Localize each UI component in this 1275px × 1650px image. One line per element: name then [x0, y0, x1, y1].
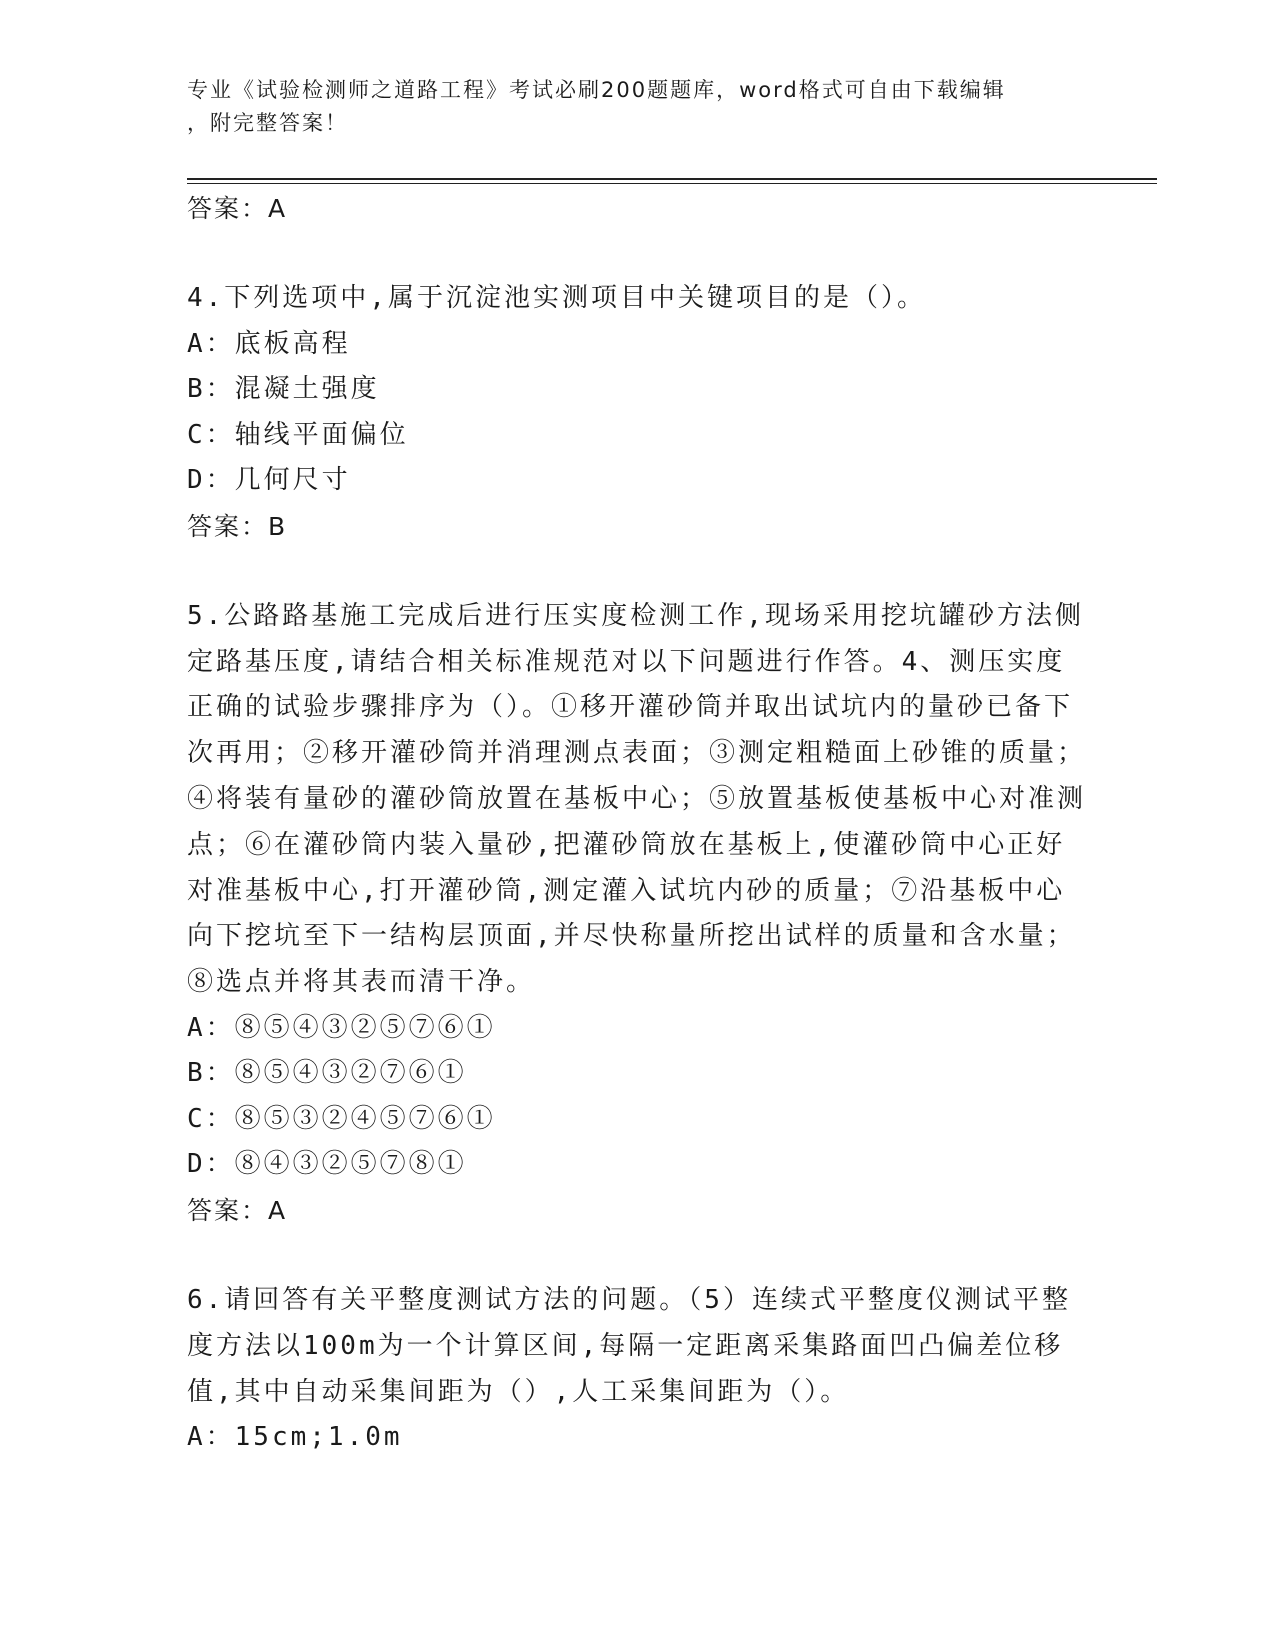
question-block	[187, 594, 1087, 1234]
question-block	[187, 1278, 1087, 1461]
question-text: 6.请回答有关平整度测试方法的问题。（5）连续式平整度仪测试平整度方法以100m为一个计算区间,每隔一定距离采集路面凹凸偏差位移值,其中自动采集间距为（）,人工采集间距为（）。	[187, 1284, 1071, 1407]
answer-line: 答案：A	[187, 194, 288, 223]
question-block	[187, 276, 1087, 550]
option-c: C：轴线平面偏位	[187, 419, 409, 450]
answer-line: 答案：B	[187, 511, 288, 541]
option-a: A：底板高程	[187, 328, 351, 359]
question-list	[187, 186, 1087, 1461]
header-title-line-cont: ，附完整答案！	[187, 111, 348, 135]
option-b: B：⑧⑤④③②⑦⑥①	[187, 1058, 467, 1089]
answer-line: 答案：A	[187, 1195, 288, 1225]
header-divider-thin	[187, 183, 1157, 184]
option-d: D：⑧④③②⑤⑦⑧①	[187, 1149, 467, 1180]
option-c: C：⑧⑤③②④⑤⑦⑥①	[187, 1103, 496, 1134]
question-text: 5.公路路基施工完成后进行压实度检测工作,现场采用挖坑罐砂方法侧定路基压度,请结合相关标准规范对以下问题进行作答。4、测压实度正确的试验步骤排序为（）。①移开灌砂筒并取出试坑内的量砂已备下次再用；②移开灌砂筒并消理测点表面；③测定粗糙面上砂锥的质量；④将装有量砂的灌砂筒放置在基板中心；⑤放置基板使基板中心对准测点；⑥在灌砂筒内装入量砂,把灌砂筒放在基板上,使灌砂筒中心正好对准基板中心,打开灌砂筒,测定灌入试坑内砂的质量；⑦沿基板中心向下挖坑至下一结构层顶面,并尽快称量所挖出试样的质量和含水量；⑧选点并将其表而清干净。	[187, 600, 1087, 998]
document-header	[187, 74, 1087, 140]
question-text: 4.下列选项中,属于沉淀池实测项目中关键项目的是（）。	[187, 283, 926, 313]
header-title-line: 专业《试验检测师之道路工程》考试必刷200题题库，word格式可自由下载编辑	[187, 78, 1006, 102]
header-divider	[187, 178, 1157, 180]
option-d: D：几何尺寸	[187, 465, 351, 496]
option-a: A：⑧⑤④③②⑤⑦⑥①	[187, 1012, 496, 1043]
option-a: A：15cm;1.0m	[187, 1422, 403, 1453]
option-b: B：混凝土强度	[187, 374, 380, 405]
